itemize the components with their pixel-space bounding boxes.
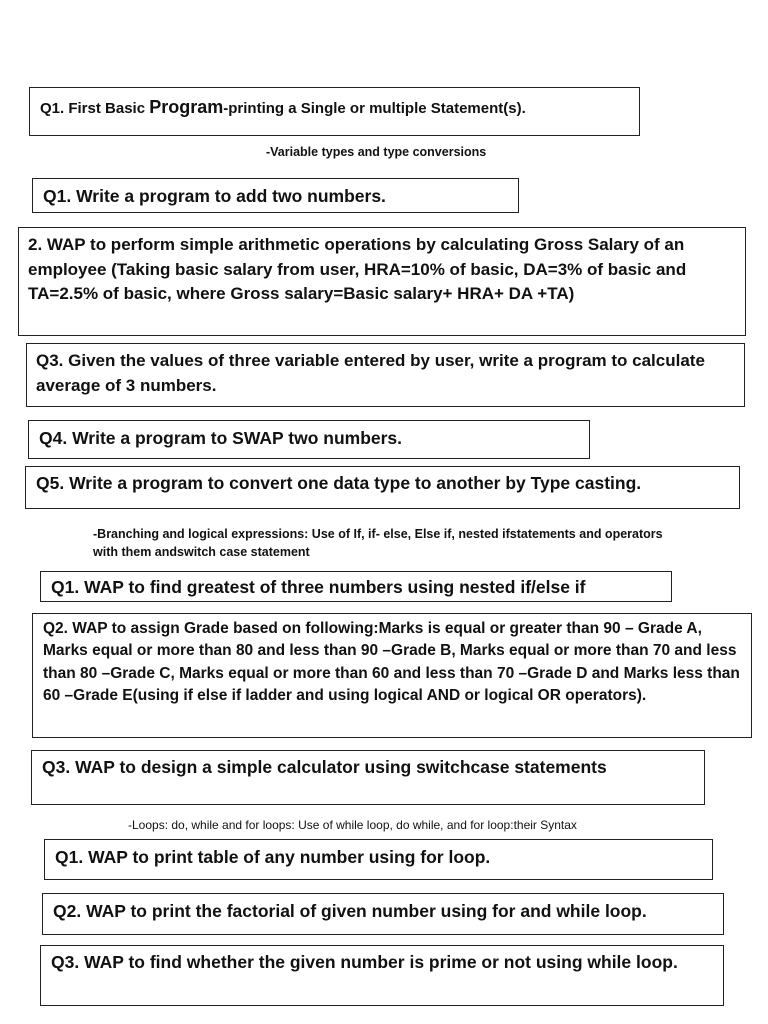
loops-question-1: Q1. WAP to print table of any number using for loop.: [44, 839, 713, 880]
variables-question-4: Q4. Write a program to SWAP two numbers.: [28, 420, 590, 459]
variables-question-3: Q3. Given the values of three variable entered by user, write a program to calculate average of 3 numbers.: [26, 343, 745, 407]
branching-question-3: Q3. WAP to design a simple calculator using switchcase statements: [31, 750, 705, 805]
section-heading-branching: -Branching and logical expressions: Use of If, if- else, Else if, nested ifstatements and operators with them andswitch case statement: [93, 527, 663, 560]
loops-question-2: Q2. WAP to print the factorial of given number using for and while loop.: [42, 893, 724, 935]
intro-question-emphasis: Program: [149, 97, 224, 117]
branching-question-2: Q2. WAP to assign Grade based on following:Marks is equal or greater than 90 – Grade A, Marks equal or more than 80 and less than 90 –Grade B, Marks equal or more than 70 and less than 80 –Grade C, Marks equal or more than 60 and less than 70 –Grade D and Marks less than 60 –Grade E(using if else if ladder and using logical AND or logical OR operators).: [32, 613, 752, 738]
variables-question-1: Q1. Write a program to add two numbers.: [32, 178, 519, 213]
intro-question-prefix: Q1. First Basic: [40, 100, 150, 117]
variables-question-2: 2. WAP to perform simple arithmetic operations by calculating Gross Salary of an employee (Taking basic salary from user, HRA=10% of basic, DA=3% of basic and TA=2.5% of basic, where Gross salary=Basic salary+ HRA+ DA +TA): [18, 227, 746, 336]
intro-question-suffix: -printing a Single or multiple Statement(s).: [223, 100, 526, 117]
branching-question-1: Q1. WAP to find greatest of three numbers using nested if/else if: [40, 571, 672, 602]
intro-question-box: [29, 87, 640, 136]
section-heading-variables: -Variable types and type conversions: [266, 145, 487, 159]
loops-question-3: Q3. WAP to find whether the given number is prime or not using while loop.: [40, 945, 724, 1006]
variables-question-5: Q5. Write a program to convert one data type to another by Type casting.: [25, 466, 740, 509]
section-heading-loops: -Loops: do, while and for loops: Use of while loop, do while, and for loop:their Syntax: [128, 818, 577, 832]
